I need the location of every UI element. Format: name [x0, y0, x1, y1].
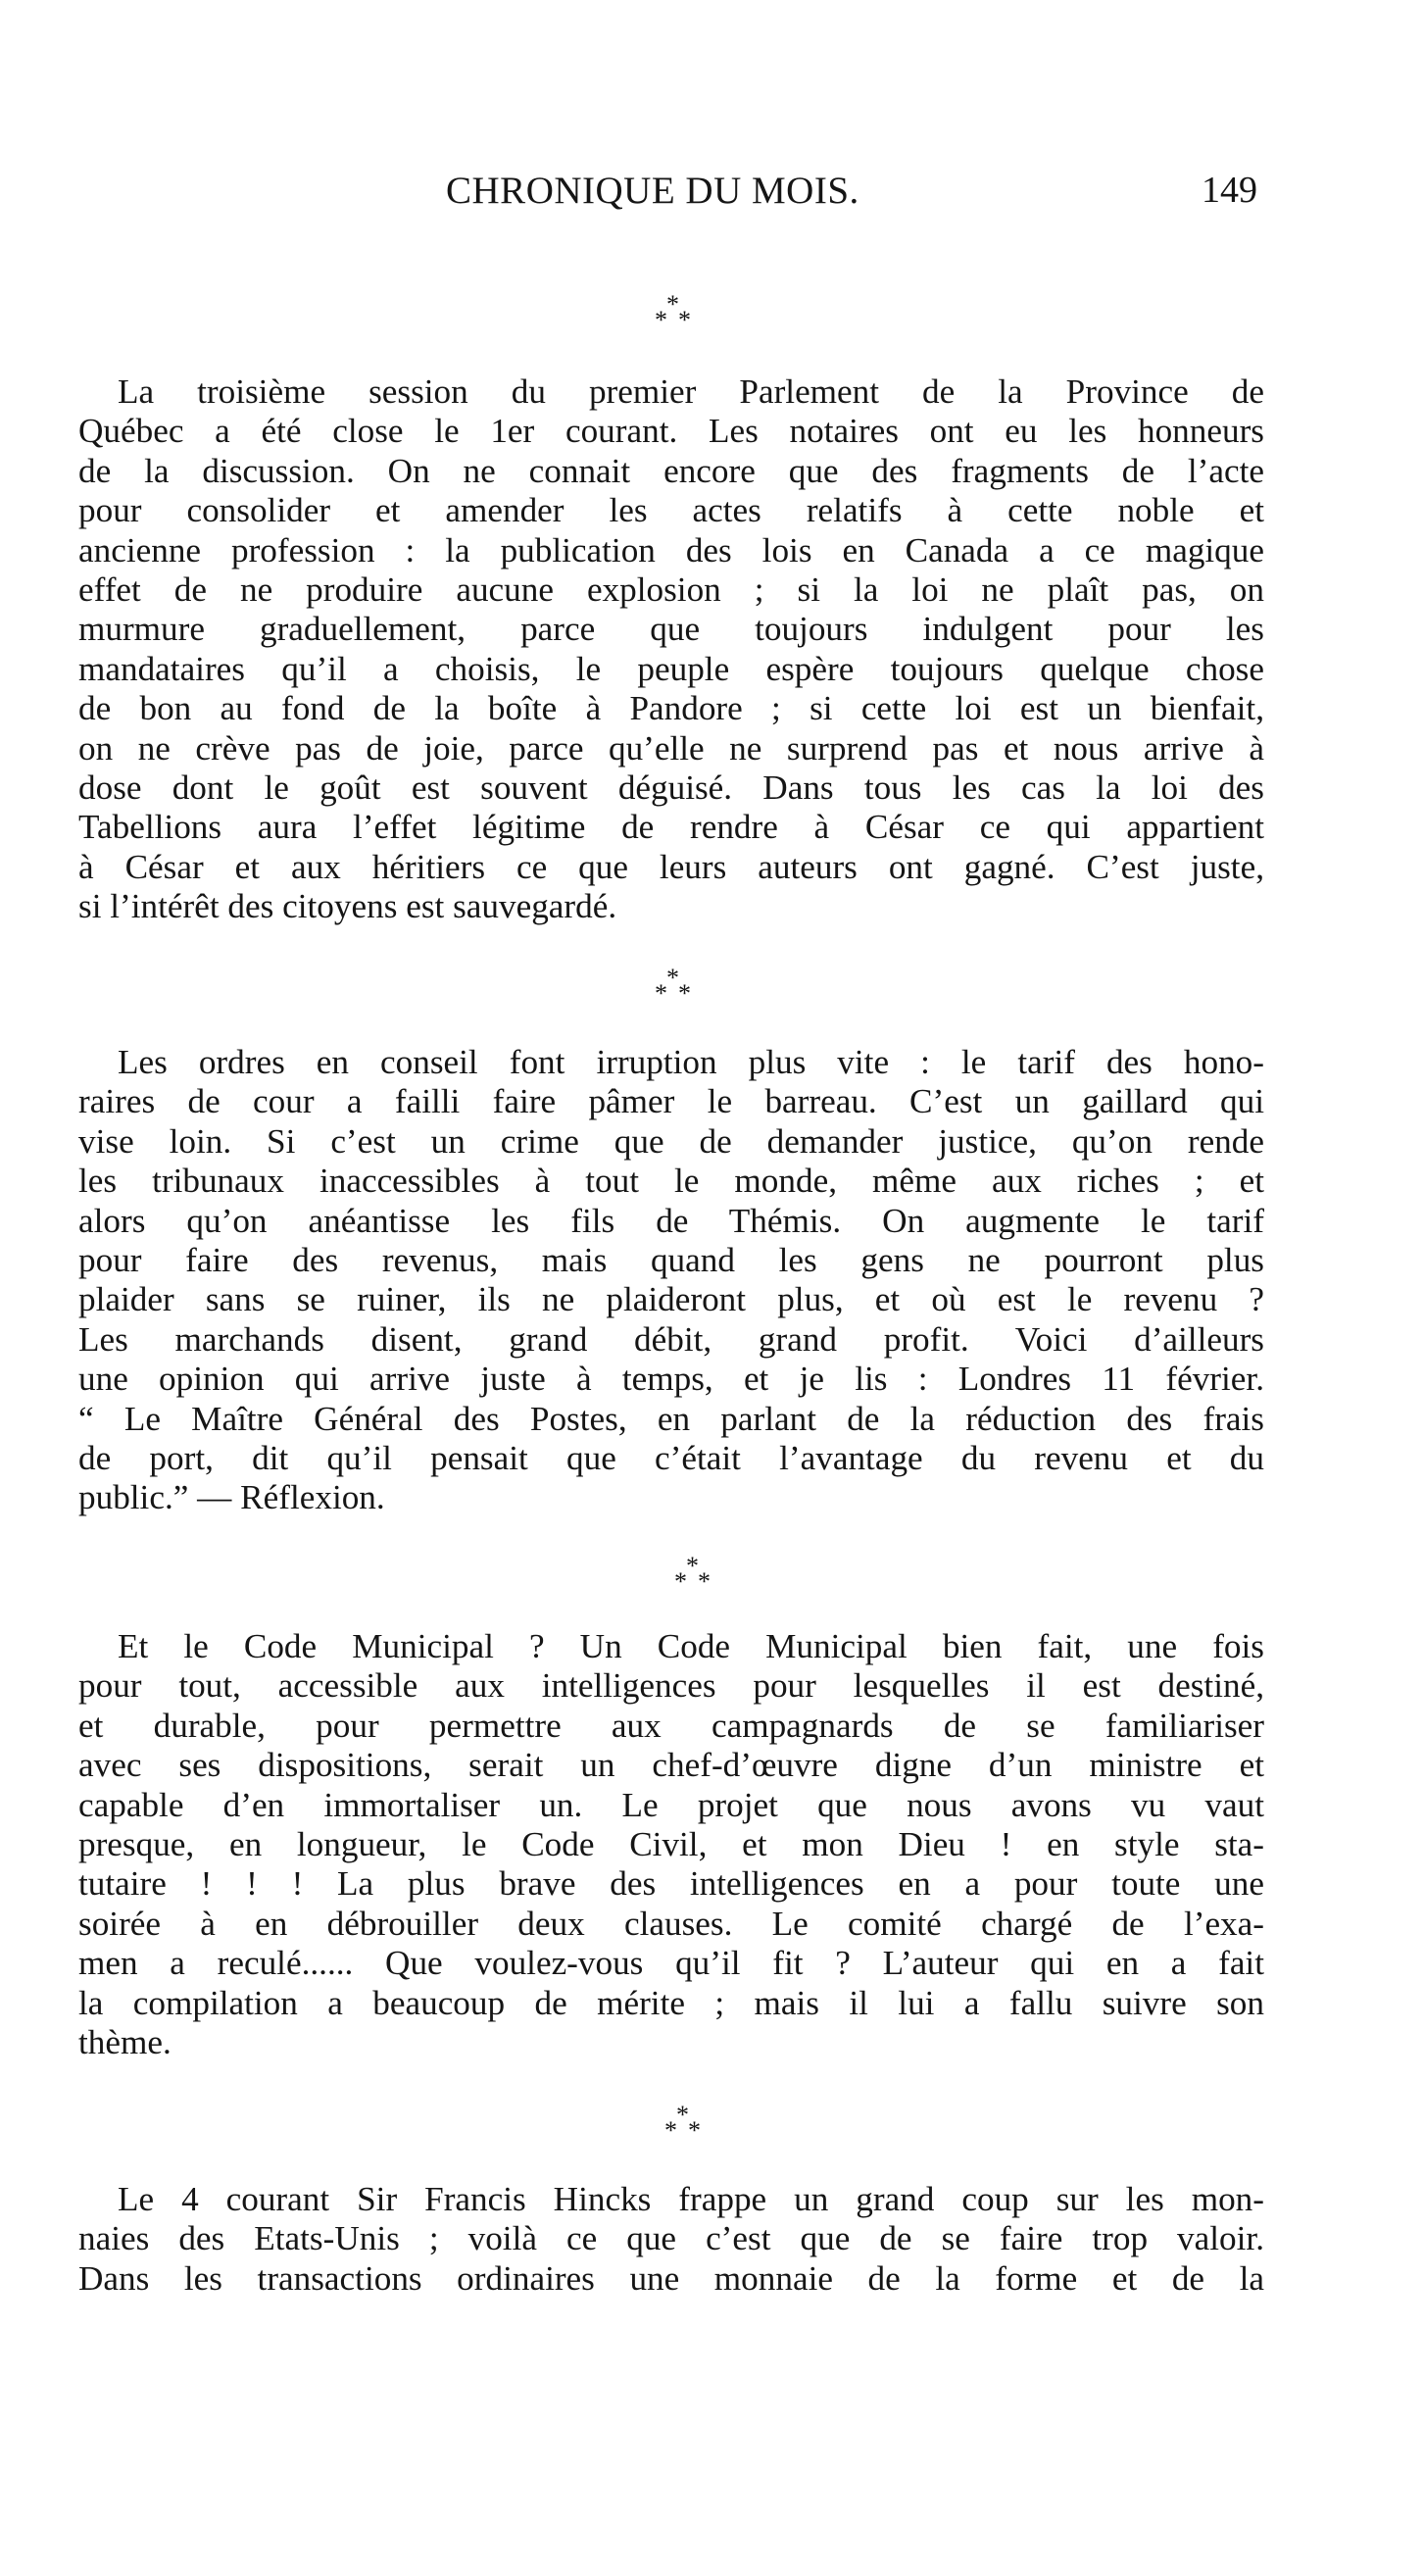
asterism-star: *	[666, 964, 679, 992]
asterism-star: *	[688, 2116, 701, 2145]
running-title: CHRONIQUE DU MOIS.	[446, 170, 859, 212]
text-line: “ Le Maître Général des Postes, en parlant de la réduction des frais	[78, 1399, 1264, 1438]
text-line: à César et aux héritiers ce que leurs auteurs ont gagné. C’est juste,	[78, 847, 1264, 886]
text-line: soirée à en débrouiller deux clauses. Le comité chargé de l’exa-	[78, 1904, 1264, 1943]
text-line: Le 4 courant Sir Francis Hincks frappe un grand coup sur les mon-	[118, 2180, 1264, 2218]
asterism-star: *	[664, 2116, 677, 2145]
text-line: dose dont le goût est souvent déguisé. Dans tous les cas la loi des	[78, 768, 1264, 808]
text-line: pour consolider et amender les actes relatifs à cette noble et	[78, 491, 1264, 530]
page-number: 149	[1202, 170, 1257, 211]
asterism-separator	[664, 1552, 723, 1596]
asterism-star: *	[655, 306, 667, 334]
text-line: de bon au fond de la boîte à Pandore ; si cette loi est un bienfait,	[78, 689, 1264, 728]
text-line: pour tout, accessible aux intelligences pour lesquelles il est destiné,	[78, 1666, 1264, 1706]
text-line: alors qu’on anéantisse les fils de Thémis. On augmente le tarif	[78, 1201, 1264, 1240]
text-line: raires de cour a failli faire pâmer le barreau. C’est un gaillard qui	[78, 1082, 1264, 1121]
asterism-star: *	[678, 979, 691, 1008]
text-line: avec ses dispositions, serait un chef-d’œuvre digne d’un ministre et	[78, 1746, 1264, 1785]
asterism-separator	[655, 2101, 713, 2145]
text-line: une opinion qui arrive juste à temps, et je lis : Londres 11 février.	[78, 1360, 1264, 1399]
text-line: Dans les transactions ordinaires une monnaie de la forme et de la	[78, 2258, 1264, 2298]
paragraph-parliament-session	[78, 372, 1264, 927]
asterism-star: *	[676, 2101, 689, 2129]
asterism-separator	[645, 290, 704, 334]
text-line: les tribunaux inaccessibles à tout le monde, même aux riches ; et	[78, 1162, 1264, 1201]
paragraph-municipal-code	[78, 1627, 1264, 2062]
text-line: Les marchands disent, grand débit, grand profit. Voici d’ailleurs	[78, 1319, 1264, 1359]
paragraph-hincks-currency	[78, 2180, 1264, 2299]
text-line: effet de ne produire aucune explosion ; si la loi ne plaît pas, on	[78, 570, 1264, 610]
text-line: pour faire des revenus, mais quand les gens ne pourront plus	[78, 1241, 1264, 1280]
text-line: on ne crève pas de joie, parce qu’elle ne surprend pas et nous arrive à	[78, 728, 1264, 768]
asterism-separator	[645, 964, 704, 1008]
asterism-star: *	[686, 1552, 699, 1580]
text-line: La troisième session du premier Parlement de la Province de	[118, 372, 1264, 411]
asterism-star: *	[666, 290, 679, 319]
text-line: vise loin. Si c’est un crime que de demander justice, qu’on rende	[78, 1121, 1264, 1161]
text-line: men a reculé...... Que voulez-vous qu’il fit ? L’auteur qui en a fait	[78, 1944, 1264, 1983]
paragraph-orders-in-council	[78, 1043, 1264, 1518]
text-line: Québec a été close le 1er courant. Les notaires ont eu les honneurs	[78, 412, 1264, 451]
asterism-star: *	[678, 306, 691, 334]
text-line: murmure graduellement, parce que toujours indulgent pour les	[78, 610, 1264, 649]
text-line: la compilation a beaucoup de mérite ; mais il lui a fallu suivre son	[78, 1983, 1264, 2022]
page-header	[0, 169, 1423, 218]
text-line: Tabellions aura l’effet légitime de rendre à César ce qui appartient	[78, 808, 1264, 847]
text-line: plaider sans se ruiner, ils ne plaideront plus, et où est le revenu ?	[78, 1280, 1264, 1319]
text-line: si l’intérêt des citoyens est sauvegardé.	[78, 887, 617, 926]
text-line: presque, en longueur, le Code Civil, et mon Dieu ! en style sta-	[78, 1825, 1264, 1864]
asterism-star: *	[698, 1567, 711, 1596]
text-line: naies des Etats-Unis ; voilà ce que c’est que de se faire trop valoir.	[78, 2219, 1264, 2258]
text-line: ancienne profession : la publication des lois en Canada a ce magique	[78, 530, 1264, 570]
asterism-star: *	[655, 979, 667, 1008]
text-line: de la discussion. On ne connait encore que des fragments de l’acte	[78, 451, 1264, 490]
text-line: et durable, pour permettre aux campagnards de se familiariser	[78, 1706, 1264, 1745]
text-line: de port, dit qu’il pensait que c’était l’avantage du revenu et du	[78, 1439, 1264, 1478]
text-line: tutaire ! ! ! La plus brave des intelligences en a pour toute une	[78, 1864, 1264, 1904]
text-line: mandataires qu’il a choisis, le peuple espère toujours quelque chose	[78, 649, 1264, 688]
asterism-star: *	[674, 1567, 687, 1596]
text-line: capable d’en immortaliser un. Le projet que nous avons vu vaut	[78, 1785, 1264, 1824]
text-line: thème.	[78, 2023, 172, 2062]
text-line: public.” — Réflexion.	[78, 1478, 385, 1517]
text-line: Les ordres en conseil font irruption plus vite : le tarif des hono-	[118, 1043, 1264, 1081]
text-line: Et le Code Municipal ? Un Code Municipal bien fait, une fois	[118, 1627, 1264, 1665]
